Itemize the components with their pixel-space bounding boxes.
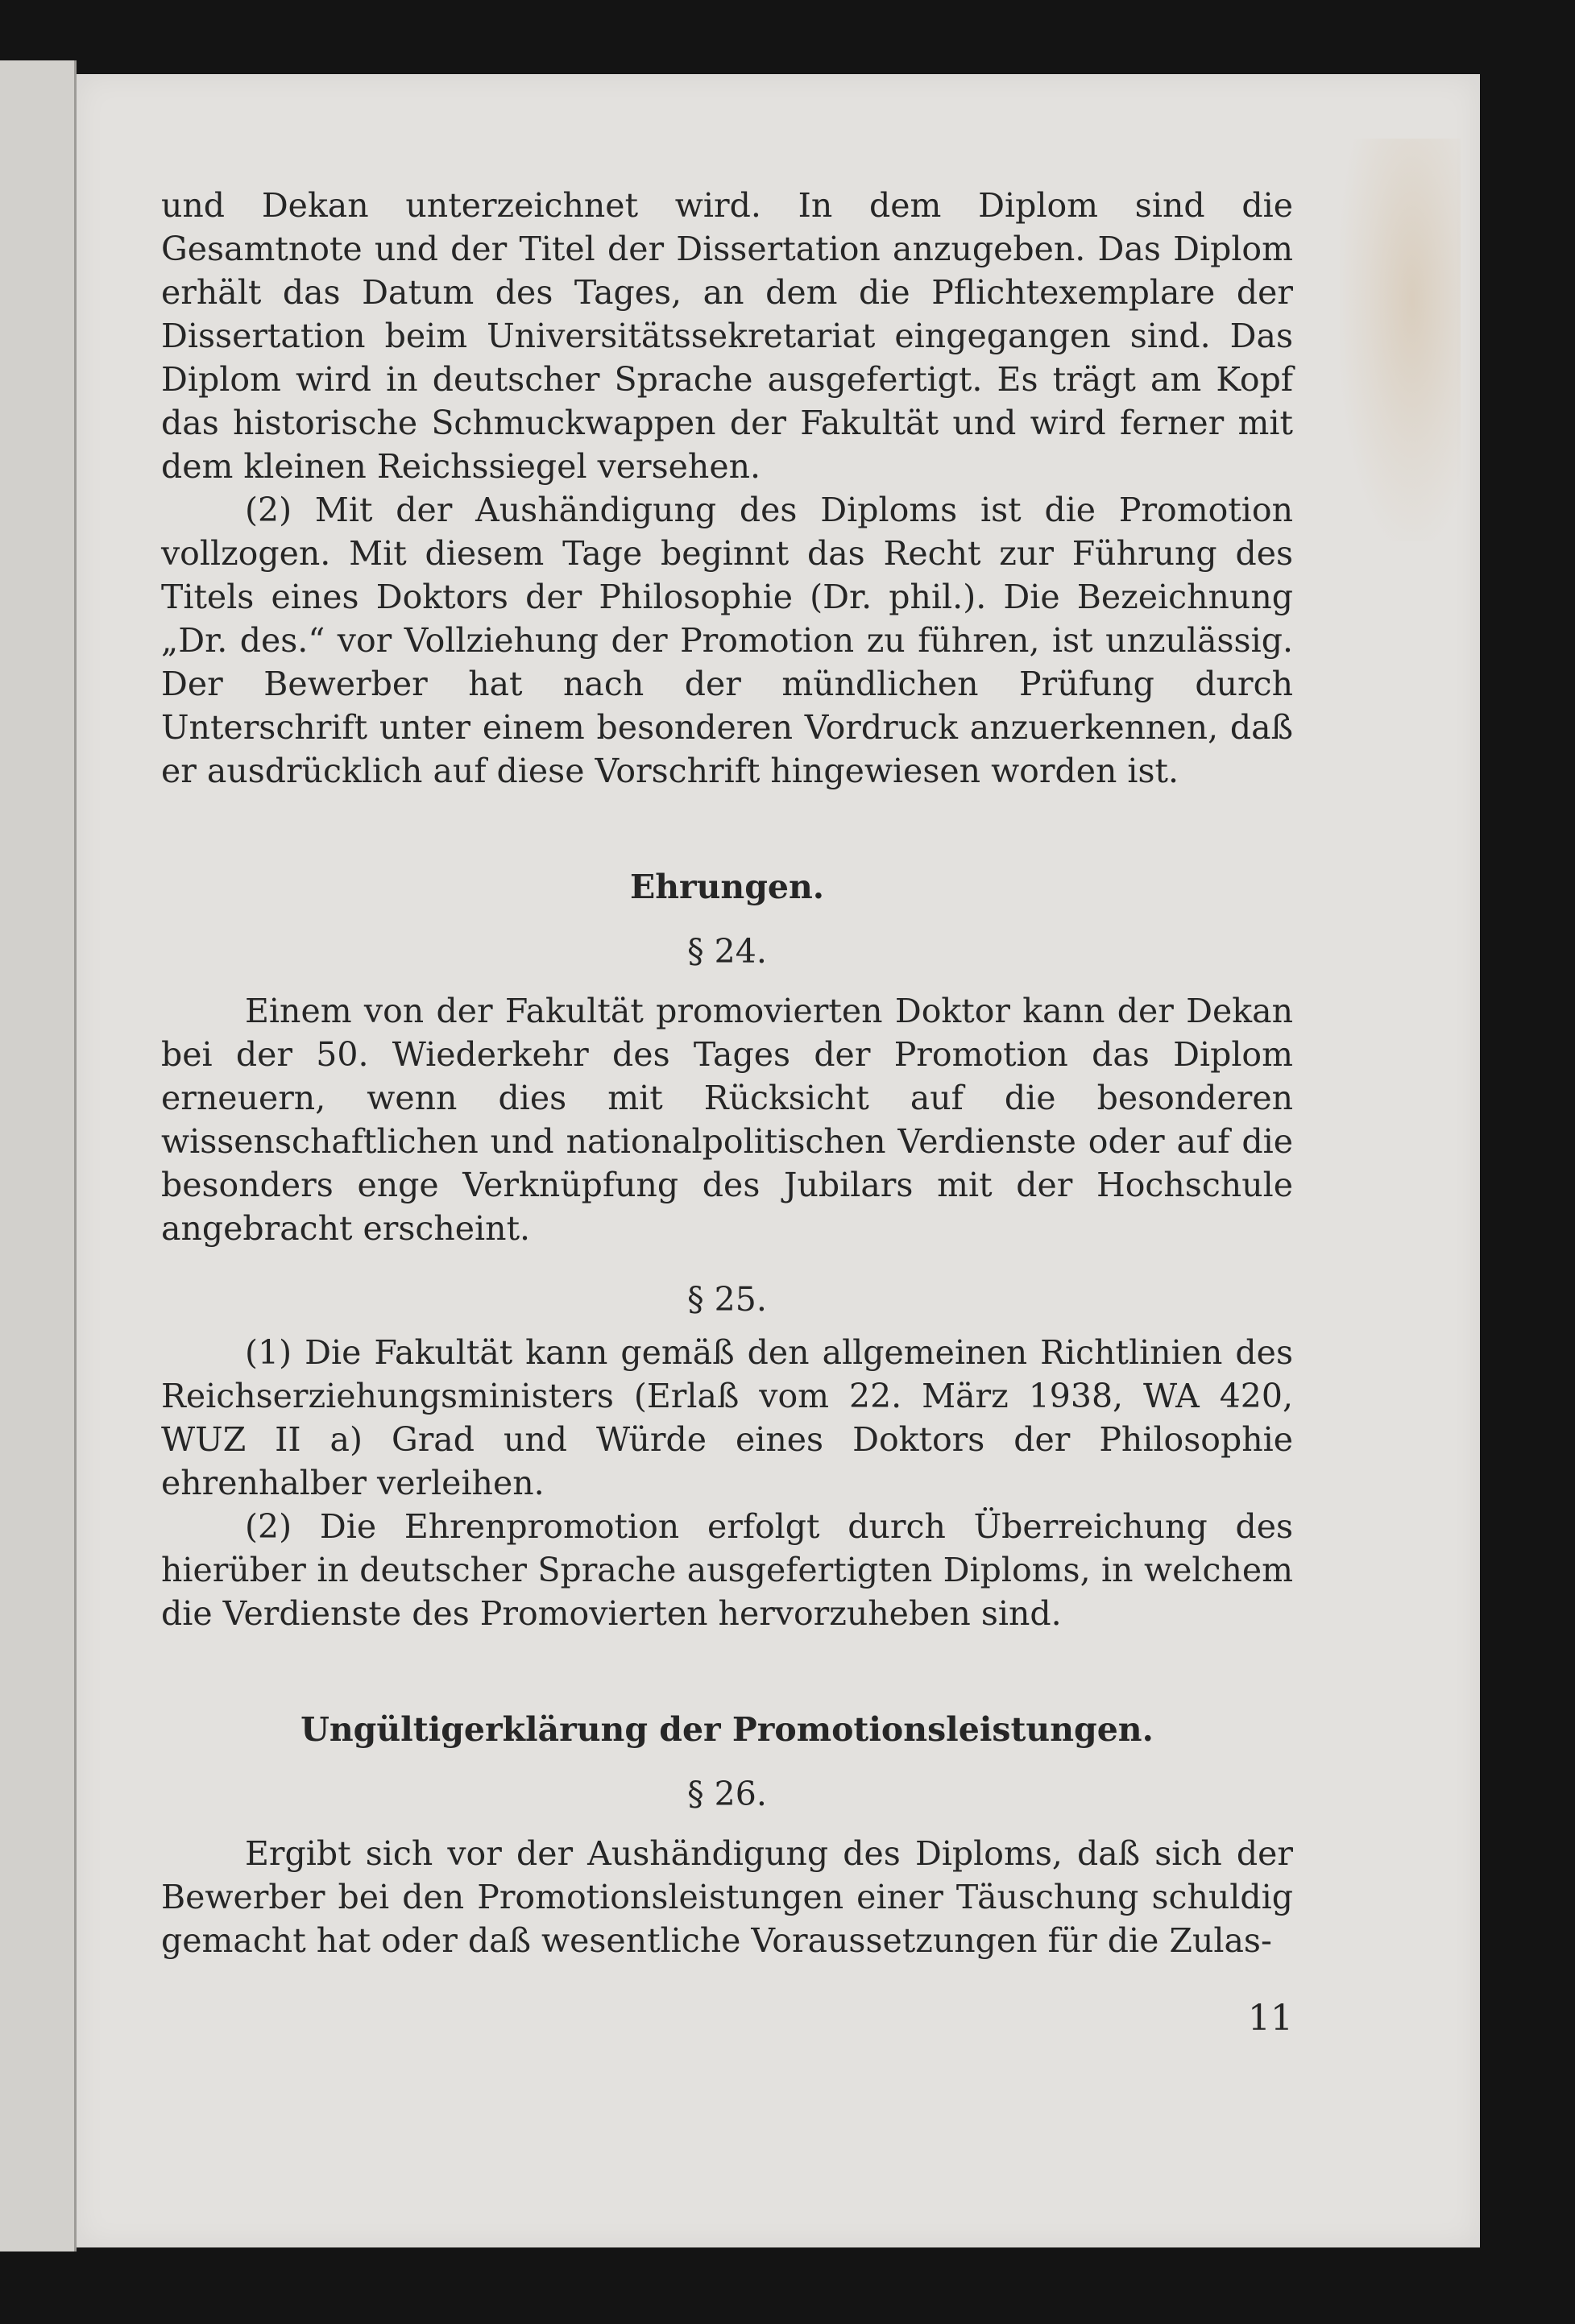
section-25-title: § 25.	[687, 1280, 767, 1319]
paragraph-section-26: Ergibt sich vor der Aushändigung des Diploms, daß sich der Bewerber bei den Promotionsleistungen einer Täuschung schuldig gemacht hat oder daß wesentliche Voraussetzungen für die Zulas-	[161, 1834, 1293, 1960]
paragraph-section-24: Einem von der Fakultät promovierten Doktor kann der Dekan bei der 50. Wiederkehr des Tages der Promotion das Diplom erneuern, wenn dies mit Rücksicht auf die besonderen wissenschaftlichen und nationalpolitischen Verdienste oder auf die besonders enge Verknüpfung des Jubilars mit der Hochschule angebracht erscheint.	[161, 992, 1293, 1248]
paragraph-section-25-1: (1) Die Fakultät kann gemäß den allgemeinen Richtlinien des Reichserziehungsministers (Erlaß vom 22. März 1938, WA 420, WUZ II a) Grad und Würde eines Doktors der Philosophie ehrenhalber verleihen.	[161, 1333, 1293, 1502]
page-content	[161, 184, 1293, 1962]
paragraph-diplom: und Dekan unterzeichnet wird. In dem Diplom sind die Gesamtnote und der Titel der Dissertation anzugeben. Das Diplom erhält das Datum des Tages, an dem die Pflichtexemplare der Dissertation beim Universitätssekretariat eingegangen sind. Das Diplom wird in deutscher Sprache ausgefertigt. Es trägt am Kopf das historische Schmuckwappen der Fakultät und wird ferner mit dem kleinen Reichssiegel versehen.	[161, 186, 1293, 486]
paper-stain	[1340, 139, 1461, 541]
paragraph-section-25-2: (2) Die Ehrenpromotion erfolgt durch Überreichung des hierüber in deutscher Sprache ausgefertigten Diploms, in welchem die Verdienste des Promovierten hervorzuheben sind.	[161, 1507, 1293, 1633]
page-number: 11	[1248, 1998, 1293, 2039]
left-page-edge	[0, 60, 77, 2252]
heading-ehrungen: Ehrungen.	[629, 868, 825, 906]
paragraph-aushaendigung: (2) Mit der Aushändigung des Diploms ist die Promotion vollzogen. Mit diesem Tage beginnt das Recht zur Führung des Titels eines Doktors der Philosophie (Dr. phil.). Die Bezeichnung „Dr. des.“ vor Vollziehung der Promotion zu führen, ist unzulässig. Der Bewerber hat nach der mündlichen Prüfung durch Unterschrift unter einem besonderen Vordruck anzuerkennen, daß er ausdrücklich auf diese Vorschrift hingewiesen worden ist.	[161, 491, 1293, 790]
section-24-title: § 24.	[687, 932, 767, 971]
section-26-title: § 26.	[687, 1775, 767, 1813]
heading-ungueltigerklaerung: Ungültigerklärung der Promotionsleistungen.	[300, 1710, 1154, 1749]
